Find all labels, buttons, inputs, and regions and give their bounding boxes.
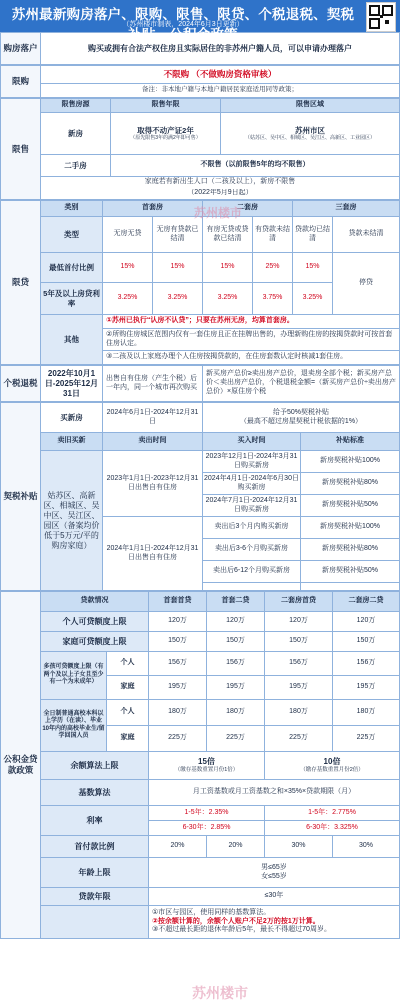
fund-head-cell: 二套房二贷	[333, 592, 400, 612]
loan-third-value: 停贷	[333, 253, 400, 315]
page-title: 苏州最新购房落户、限购、限售、限贷、个税退税、契税补贴、公积金政策	[11, 7, 355, 42]
watermark-stamp: 苏州楼市	[194, 206, 243, 220]
fund-cell: 225万	[207, 726, 265, 752]
loan-type-label: 类型	[41, 217, 103, 253]
sale-new-years-cell	[111, 113, 221, 155]
subsidy-section	[0, 402, 400, 591]
fund-cell: 225万	[333, 726, 400, 752]
fund-note-2: ②按余额计算的，余额个人账户不足2万的按1万计算。	[152, 917, 320, 925]
fund-ratio-a-cell	[149, 752, 265, 780]
page-subtitle: （苏州楼市制表，2024年6月3日更新）	[122, 21, 244, 28]
fund-cell: 150万	[149, 632, 207, 652]
loan-down-cell: 15%	[153, 253, 203, 283]
loan-other-3: ③二孩及以上家庭办理个人住房按揭贷款的，在住房套数认定时核减1套住房。	[103, 351, 400, 365]
loan-label: 限贷	[1, 201, 41, 365]
subsidy-buy-period: 2024年6月1日-2024年12月31日	[103, 403, 203, 433]
subsidy-standard-cell: 新房契税补贴80%	[301, 473, 400, 495]
sale-new-years-note: （原先限售3年的满2年即可售）	[130, 135, 201, 142]
tax-cond: 出售自有住房（产生个税）后一年内，同一个城市再次购买	[103, 366, 203, 402]
fund-cell: 150万	[333, 632, 400, 652]
loan-other-1: ①苏州已执行“认房不认贷”；只要在苏州无房，均算首套房。	[103, 315, 400, 329]
subsidy-buy-rule: 给予50%契税补贴	[272, 408, 329, 416]
subsidy-buy-time-cell: 2024年4月1日-2024年6月30日购买新房	[203, 473, 301, 495]
subsidy-buy-time-cell: 2024年7月1日-2024年12月31日购买新房	[203, 495, 301, 517]
purchase-label: 限购	[1, 66, 41, 98]
loan-rate-cell: 3.25%	[153, 283, 203, 315]
fund-cell: 225万	[149, 726, 207, 752]
fund-ratio-a: 15倍	[198, 757, 215, 767]
loan-rate-cell: 3.75%	[253, 283, 293, 315]
loan-other-2: ②所购住房城区范围内仅有一套住房且正在挂牌出售的，办理新购住房的按揭贷款时可按首套住房认定。	[103, 329, 400, 351]
fund-personal-label: 个人可贷额度上限	[41, 612, 149, 632]
subsidy-spacer	[203, 583, 301, 591]
loan-down-label: 最低首付比例	[41, 253, 103, 283]
tax-section	[0, 365, 400, 402]
fund-section	[0, 591, 400, 939]
fund-notes-cell	[149, 906, 400, 939]
loan-down-cell: 15%	[203, 253, 253, 283]
settle-label: 购房落户	[1, 33, 41, 65]
subsidy-standard-cell: 新房契税补贴50%	[301, 561, 400, 583]
sale-new-area-note: （姑苏区、吴中区、相城区、吴江区、高新区、工业园区）	[244, 135, 375, 142]
fund-grad-p-label: 个人	[107, 700, 149, 726]
tax-label: 个税退税	[1, 366, 41, 402]
settle-text: 购买或拥有合法产权住房且实际居住的非苏州户籍人员，可以申请办理落户	[41, 33, 400, 65]
loan-second: 二套房	[203, 201, 293, 217]
sale-head-years: 限售年限	[111, 99, 221, 113]
fund-family-label: 家庭可贷额度上限	[41, 632, 149, 652]
subsidy-buy-time-cell: 卖出后3个月内购买新房	[203, 517, 301, 539]
fund-ratio-b: 10倍	[323, 757, 341, 767]
subsidy-head-sell-old: 卖旧买新	[41, 433, 103, 451]
fund-cell: 180万	[149, 700, 207, 726]
purchase-section	[0, 65, 400, 98]
fund-age-1: 男≤65岁	[261, 863, 287, 871]
subsidy-buy-label: 买新房	[41, 403, 103, 433]
fund-cell: 180万	[333, 700, 400, 726]
fund-cell: 195万	[333, 676, 400, 700]
loan-rate-cell: 3.25%	[103, 283, 153, 315]
fund-cell: 150万	[265, 632, 333, 652]
sale-head-source: 限售房源	[41, 99, 111, 113]
fund-rate-a2: 6-30年：2.85%	[149, 821, 265, 836]
fund-cell: 120万	[265, 612, 333, 632]
page-header	[0, 0, 400, 42]
loan-down-cell: 15%	[103, 253, 153, 283]
fund-age-label: 年龄上限	[41, 858, 149, 888]
fund-grad-f-label: 家庭	[107, 726, 149, 752]
subsidy-buy-rule-note: （最高不超过房屋契税计税依据的1%）	[239, 417, 363, 425]
fund-head-cell: 二套房首贷	[265, 592, 333, 612]
fund-label: 公积金贷款政策	[1, 592, 41, 939]
subsidy-head-sell-time: 卖出时间	[103, 433, 203, 451]
fund-cell: 156万	[265, 652, 333, 676]
fund-term: ≤30年	[149, 888, 400, 906]
fund-term-label: 贷款年限	[41, 888, 149, 906]
fund-cell: 30%	[333, 836, 400, 858]
subsidy-spacer	[301, 583, 400, 591]
fund-multi-p-label: 个人	[107, 652, 149, 676]
subsidy-head-standard: 补贴标准	[301, 433, 400, 451]
loan-type-cell: 有房无贷或贷款已结清	[203, 217, 253, 253]
fund-wrap	[0, 591, 400, 1001]
subsidy-buy-rule-cell	[203, 403, 400, 433]
fund-base-text: 月工资基数或月工资基数之和×35%×贷款期限（月）	[149, 780, 400, 806]
fund-multi-f-label: 家庭	[107, 676, 149, 700]
fund-head-cell: 首套首贷	[149, 592, 207, 612]
fund-cell: 195万	[207, 676, 265, 700]
fund-grad-label: 全日制普通高校本科以上学历（在读）、毕业10年内的高校毕业生/留学回国人员	[41, 700, 107, 752]
fund-head-cell: 首套二贷	[207, 592, 265, 612]
fund-cell: 156万	[149, 652, 207, 676]
subsidy-standard-cell: 新房契税补贴80%	[301, 539, 400, 561]
watermark-stamp-2: 苏州楼市	[192, 985, 248, 1001]
subsidy-standard-cell: 新房契税补贴100%	[301, 451, 400, 473]
loan-type-cell: 无房无贷	[103, 217, 153, 253]
fund-ratio-b-cell	[265, 752, 400, 780]
subsidy-sell-2: 2024年1月1日-2024年12月31日出售自有住房	[103, 517, 203, 591]
fund-cell: 120万	[333, 612, 400, 632]
loan-rate-label: 5年及以上房贷利率	[41, 283, 103, 315]
fund-cell: 225万	[265, 726, 333, 752]
purchase-main: 不限购 （不做购房资格审核）	[41, 66, 400, 84]
fund-rate-label: 利率	[41, 806, 149, 836]
subsidy-standard-cell: 新房契税补贴50%	[301, 495, 400, 517]
fund-cell: 156万	[333, 652, 400, 676]
subsidy-area: 姑苏区、高新区、相城区、吴中区、吴江区、园区（备案均价低于5万元/平的购房家庭）	[41, 451, 103, 591]
loan-section	[0, 200, 400, 365]
fund-multi-label: 多孩可贷额度上限（有两个及以上子女且至少有一个为未成年）	[41, 652, 107, 700]
sale-new-label: 新房	[41, 113, 111, 155]
fund-head-cell: 贷款情况	[41, 592, 149, 612]
fund-cell: 30%	[265, 836, 333, 858]
fund-base-label: 基数算法	[41, 780, 149, 806]
fund-ratio-a-note: （缴存基数重置月份1倍）	[174, 767, 239, 774]
fund-cell: 120万	[207, 612, 265, 632]
fund-cell: 180万	[265, 700, 333, 726]
tax-rule: 新买房产总价≥卖出房产总价，退卖房全部个税；新买房产总价＜卖出房产总价，个税退税金额=（新买房产总价÷卖出房产总价）×原住房个税	[203, 366, 400, 402]
loan-type-cell: 无房有贷款已结清	[153, 217, 203, 253]
fund-rate-b1: 1-5年：2.775%	[265, 806, 400, 821]
loan-down-cell: 15%	[293, 253, 333, 283]
fund-cell: 180万	[207, 700, 265, 726]
fund-cell: 195万	[265, 676, 333, 700]
sale-new-area-cell	[221, 113, 400, 155]
subsidy-buy-time-cell: 卖出后6-12个月购买新房	[203, 561, 301, 583]
sale-head-area: 限售区域	[221, 99, 400, 113]
loan-type-cell: 有贷款未结清	[253, 217, 293, 253]
fund-cell: 120万	[149, 612, 207, 632]
fund-ratio-label: 余额算法上限	[41, 752, 149, 780]
sale-note2: （2022年5月9日起）	[41, 189, 400, 200]
fund-ratio-b-note: （缴存基数重置月份2倍）	[300, 767, 364, 774]
subsidy-label: 契税补贴	[1, 403, 41, 591]
fund-age-2: 女≤55岁	[261, 872, 287, 880]
sale-note1: 家庭若有新出生人口（二孩及以上），新房不限售	[41, 177, 400, 189]
loan-cat: 类别	[41, 201, 103, 217]
loan-other-label: 其他	[41, 315, 103, 365]
loan-rate-cell: 3.25%	[293, 283, 333, 315]
loan-first: 首套房	[103, 201, 203, 217]
subsidy-head-buy-time: 买入时间	[203, 433, 301, 451]
sale-second-label: 二手房	[41, 155, 111, 177]
sale-label: 限售	[1, 99, 41, 200]
fund-cell: 20%	[207, 836, 265, 858]
fund-down-label: 首付款比例	[41, 836, 149, 858]
sale-section	[0, 98, 400, 200]
loan-type-cell: 贷款未结清	[333, 217, 400, 253]
loan-third: 三套房	[293, 201, 400, 217]
subsidy-standard-cell: 新房契税补贴100%	[301, 517, 400, 539]
fund-note-spacer	[41, 906, 149, 939]
loan-wrap	[0, 200, 400, 365]
fund-rate-b2: 6-30年：3.325%	[265, 821, 400, 836]
loan-rate-cell: 3.25%	[203, 283, 253, 315]
fund-note-1: ①市区与园区，使用同样的基数算法。	[152, 908, 271, 916]
subsidy-buy-time-cell: 卖出后3-6个月购买新房	[203, 539, 301, 561]
tax-period: 2022年10月1日-2025年12月31日	[41, 366, 103, 402]
fund-cell: 156万	[207, 652, 265, 676]
purchase-note: 备注：非本地户籍与本地户籍居民家庭适用同等政策；	[41, 84, 400, 98]
fund-note-3: ③不超过最长距的退休年龄后5年，最长不得超过70周岁。	[152, 926, 331, 934]
subsidy-sell-1: 2023年1月1日-2023年12月31日出售自有住房	[103, 451, 203, 517]
subsidy-buy-time-cell: 2023年12月1日-2024年3月31日购买新房	[203, 451, 301, 473]
sale-new-years: 取得不动产证2年	[137, 125, 194, 135]
fund-cell: 195万	[149, 676, 207, 700]
loan-type-cell: 贷款均已结清	[293, 217, 333, 253]
fund-cell: 150万	[207, 632, 265, 652]
fund-rate-a1: 1-5年：2.35%	[149, 806, 265, 821]
qr-code-icon	[366, 2, 396, 32]
sale-new-area: 苏州市区	[295, 125, 325, 135]
fund-cell: 20%	[149, 836, 207, 858]
fund-age-cell	[149, 858, 400, 888]
sale-second-text: 不限售（以前限售5年的均不限售）	[111, 155, 400, 177]
loan-down-cell: 25%	[253, 253, 293, 283]
